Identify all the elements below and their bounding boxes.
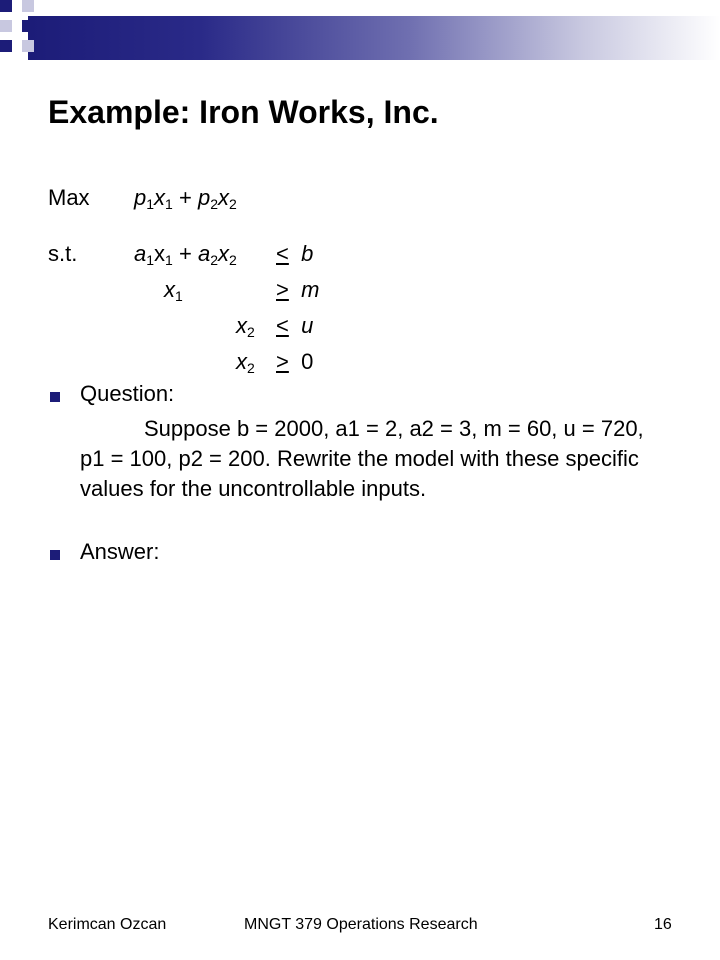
decor-square: [22, 20, 34, 32]
constraint-1: $a_1x_1 + a_2x_2$: [134, 241, 237, 268]
footer-course: MNGT 379 Operations Research: [244, 916, 478, 933]
bullet-marker: [50, 550, 60, 560]
slide-title: Example: Iron Works, Inc.: [48, 94, 439, 130]
footer-author: Kerimcan Ozcan: [48, 916, 167, 933]
answer-label: Answer:: [80, 539, 160, 564]
question-text: [80, 414, 670, 504]
objective-expression: $p_1x_1 + p_2x_2$: [134, 185, 237, 212]
decor-square: [0, 20, 12, 32]
question-label: Question:: [80, 381, 175, 406]
question-text-content: Suppose b = 2000, a1 = 2, a2 = 3, m = 60, u = 720, p1 = 100, p2 = 200. Rewrite the model with these specific values for the uncontrollable inputs.: [80, 416, 644, 501]
decor-square: [0, 0, 12, 12]
constraint-label: s.t.: [48, 241, 78, 266]
decor-square: [22, 40, 34, 52]
objective-label: Max: [48, 185, 90, 210]
footer-page-number: 16: [654, 916, 672, 933]
constraint-3: $x_2$: [236, 313, 255, 340]
constraint-3-relation: < u: [276, 313, 314, 338]
constraint-4-relation: > 0: [276, 349, 314, 374]
constraint-2-relation: > m: [276, 277, 320, 302]
bullet-marker: [50, 392, 60, 402]
constraint-1-relation: < b: [276, 241, 314, 266]
constraint-4: $x_2$: [236, 349, 255, 376]
constraint-2: $x_1$: [164, 277, 183, 304]
decor-square: [22, 0, 34, 12]
header-gradient-bar: [28, 16, 720, 60]
decor-square: [0, 40, 12, 52]
